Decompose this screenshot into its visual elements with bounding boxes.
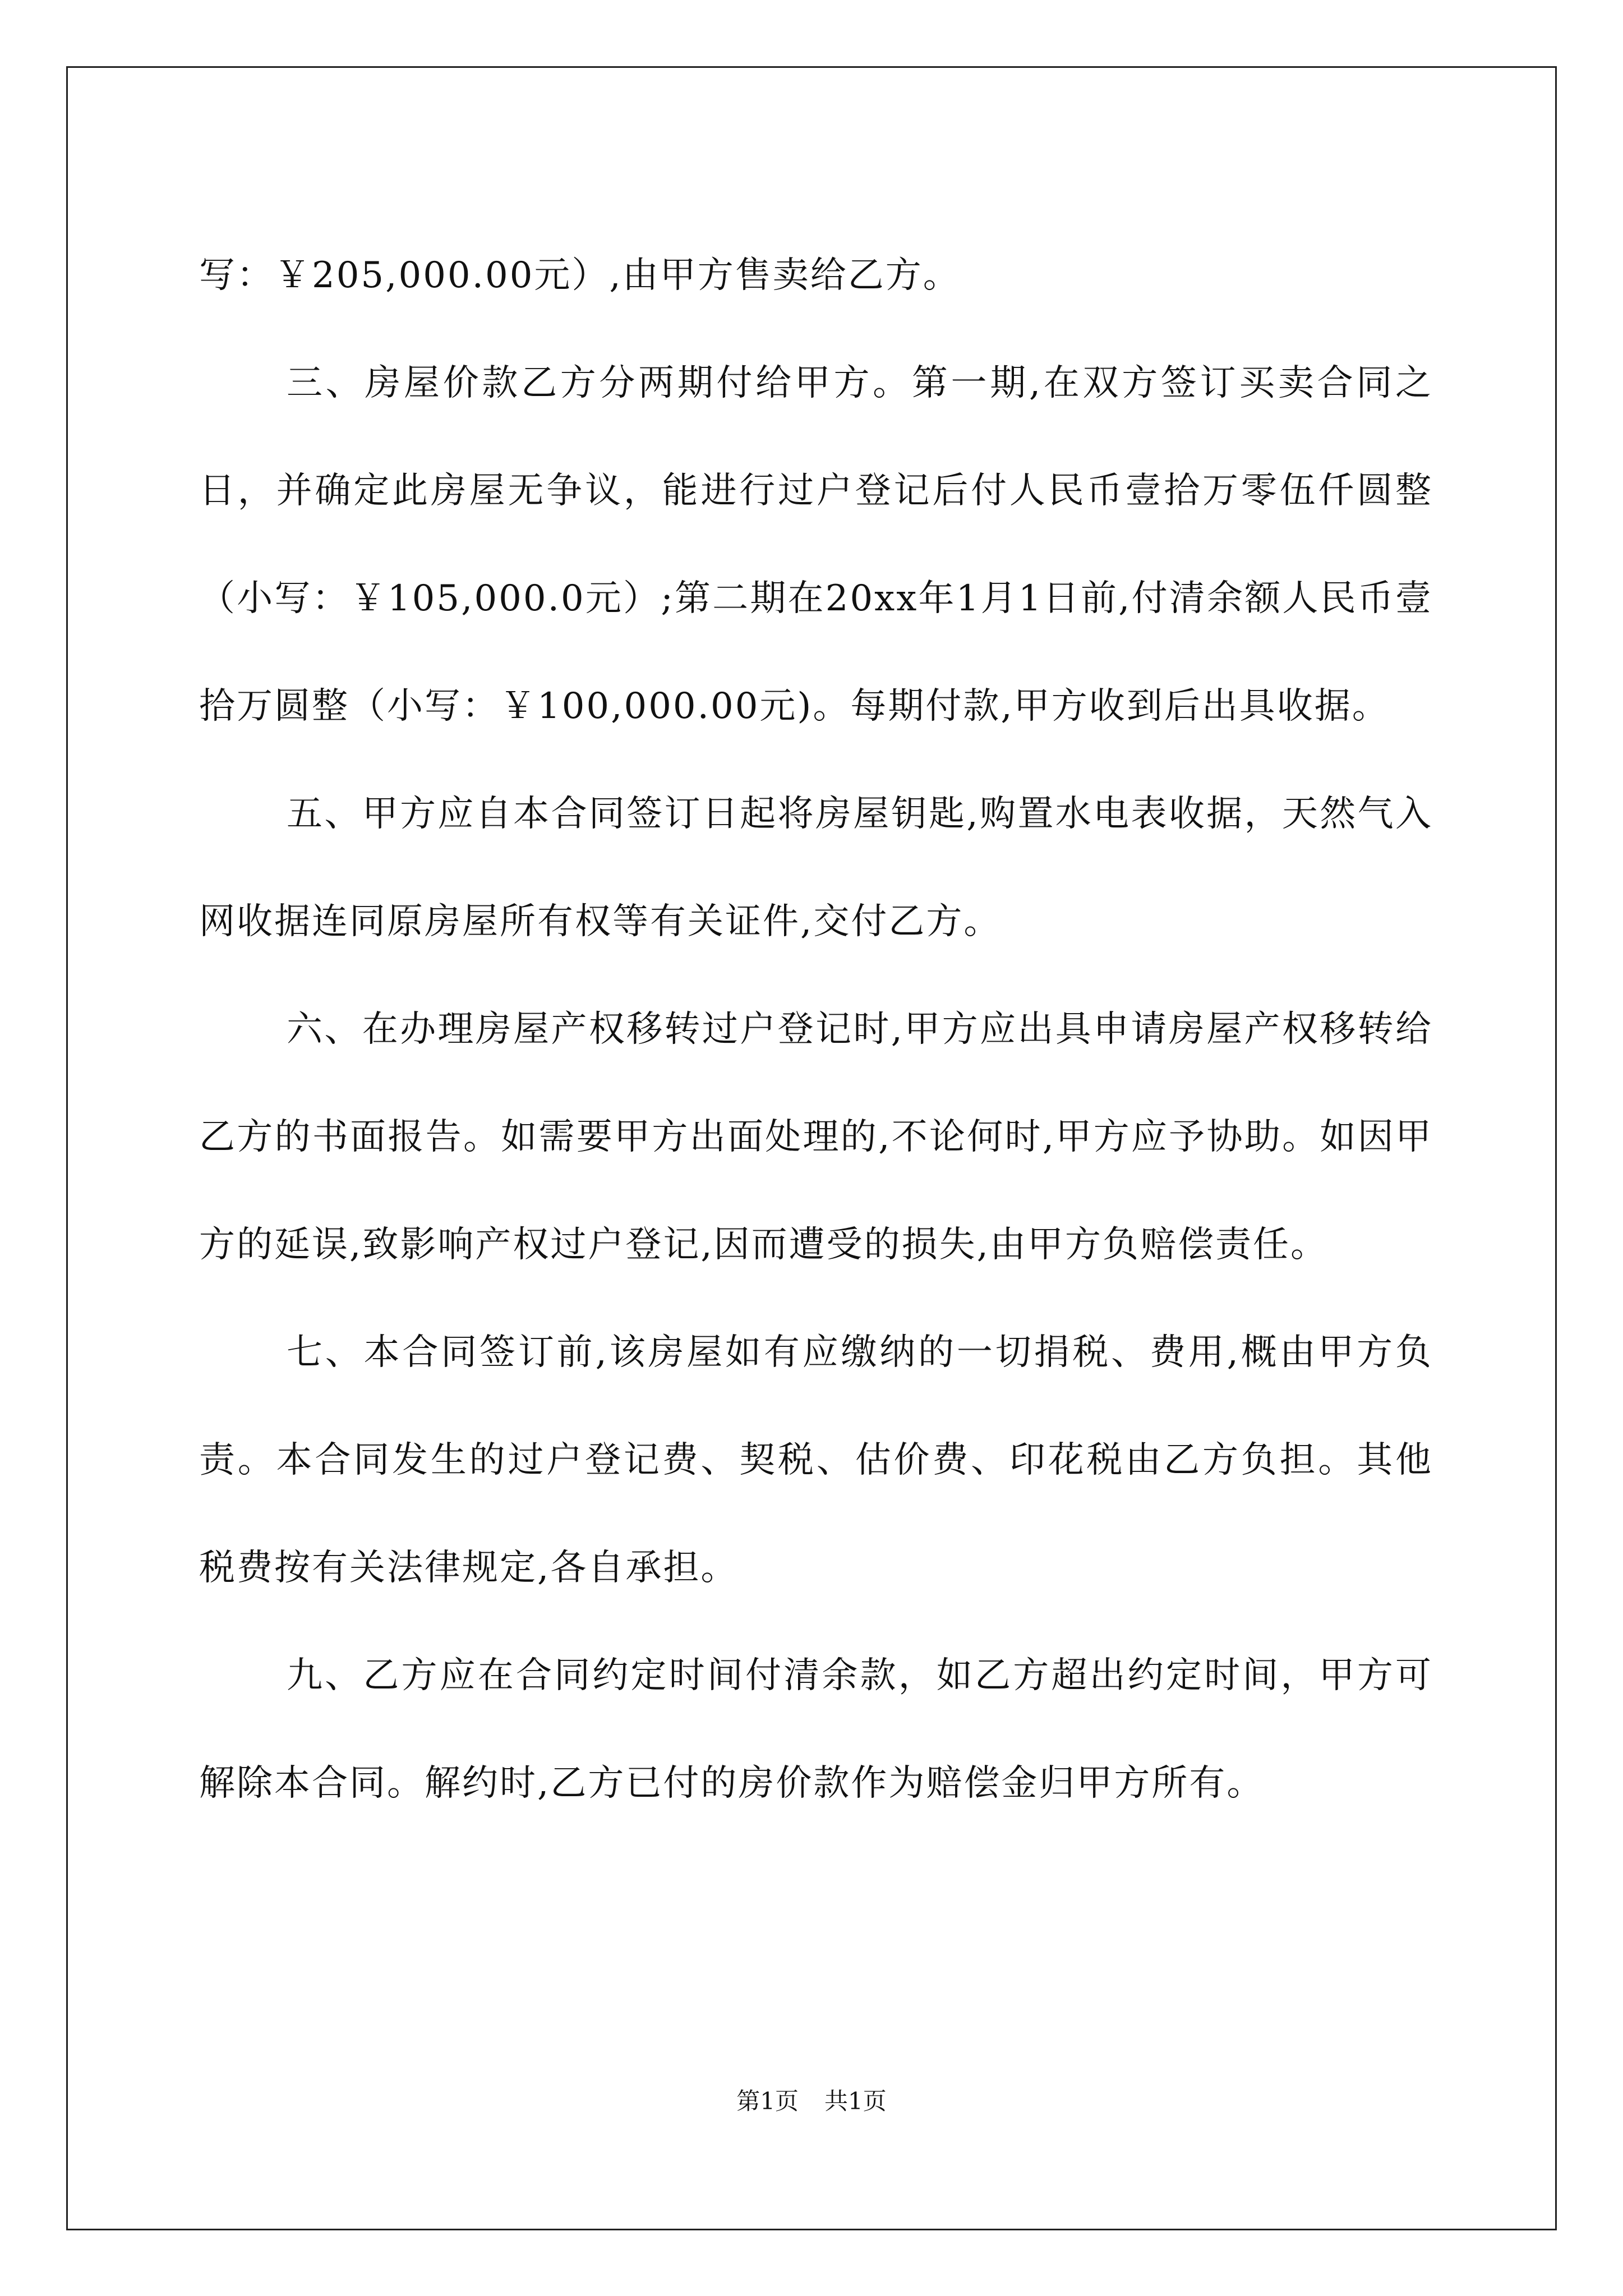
page-number: 第1页: [736, 2087, 799, 2115]
paragraph-title-transfer: 六、在办理房屋产权移转过户登记时,甲方应出具申请房屋产权移转给乙方的书面报告。如需要甲方出面处理的,不论何时,甲方应予协助。如因甲方的延误,致影响产权过户登记,因而遭受的损失,由甲方负赔偿责任。: [199, 1009, 1433, 1266]
paragraph-continuation: 写：￥205,000.00元）,由甲方售卖给乙方。: [199, 255, 961, 296]
page-footer: [0, 2086, 1623, 2117]
paragraph-termination: 九、乙方应在合同约定时间付清余款，如乙方超出约定时间，甲方可解除本合同。解约时,乙方已付的房价款作为赔偿金归甲方所有。: [199, 1655, 1433, 1804]
page-total: 共1页: [824, 2087, 887, 2115]
paragraph-taxes-fees: 七、本合同签订前,该房屋如有应缴纳的一切捐税、费用,概由甲方负责。本合同发生的过户登记费、契税、估价费、印花税由乙方负担。其他税费按有关法律规定,各自承担。: [199, 1332, 1433, 1589]
paragraph-payment-terms: 三、房屋价款乙方分两期付给甲方。第一期,在双方签订买卖合同之日，并确定此房屋无争议，能进行过户登记后付人民币壹拾万零伍仟圆整（小写：￥105,000.0元）;第二期在20xx年1月1日前,付清余额人民币壹拾万圆整（小写：￥100,000.00元)。每期付款,甲方收到后出具收据。: [199, 362, 1433, 727]
document-body: [199, 222, 1433, 1837]
paragraph-key-handover: 五、甲方应自本合同签订日起将房屋钥匙,购置水电表收据，天然气入网收据连同原房屋所有权等有关证件,交付乙方。: [199, 793, 1433, 942]
